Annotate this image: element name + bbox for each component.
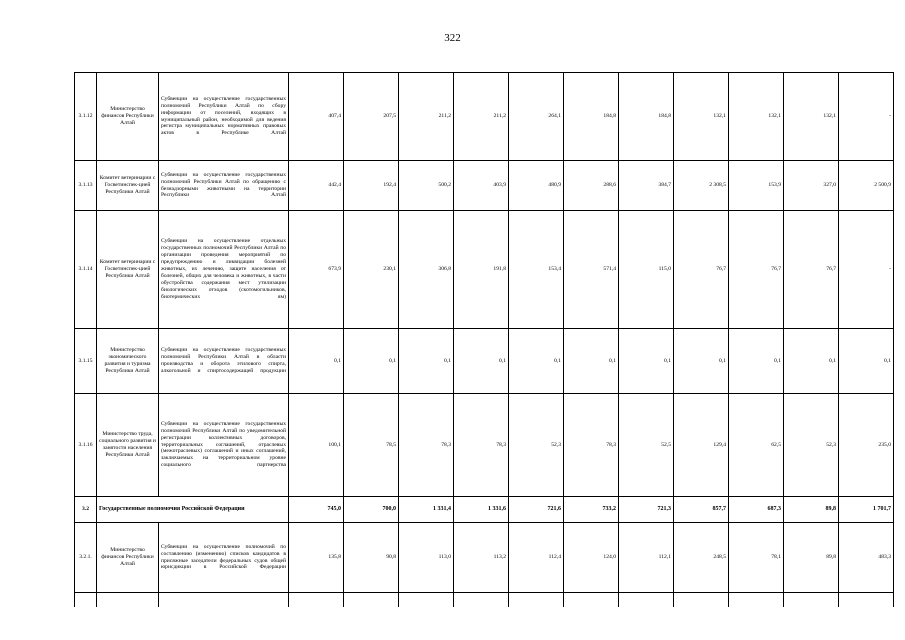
row-value: 0,1 bbox=[839, 329, 894, 394]
row-value: 89,8 bbox=[784, 523, 839, 593]
row-value: 0,1 bbox=[619, 329, 674, 394]
summary-value: 733,2 bbox=[564, 497, 619, 523]
summary-value: 700,0 bbox=[344, 497, 399, 523]
row-description: Субвенции на осуществление полномочий по составлению (изменению) списков кандидатов в присяжные заседатели федеральных судов общей юрисдикции в Российской Федерации bbox=[159, 523, 289, 593]
row-executor: Министерство финансов Республики Алтай bbox=[97, 523, 159, 593]
summary-value: 687,3 bbox=[729, 497, 784, 523]
table-row bbox=[75, 394, 894, 497]
row-value: 442,4 bbox=[289, 161, 344, 211]
row-code: 3.1.16 bbox=[75, 394, 97, 497]
summary-title: Государственные полномочия Российской Федерации bbox=[97, 497, 289, 523]
row-value: 76,7 bbox=[784, 211, 839, 329]
row-value: 673,9 bbox=[289, 211, 344, 329]
row-value: 78,5 bbox=[344, 394, 399, 497]
row-value: - bbox=[839, 73, 894, 161]
row-executor: Министерство экономического развития и туризма Республики Алтай bbox=[97, 329, 159, 394]
summary-value: 1 701,7 bbox=[839, 497, 894, 523]
row-value: 78,3 bbox=[454, 394, 509, 497]
row-value: 2 308,5 bbox=[674, 161, 729, 211]
row-value: 90,8 bbox=[344, 523, 399, 593]
row-value: 115,0 bbox=[619, 211, 674, 329]
row-value: 571,4 bbox=[564, 211, 619, 329]
row-value: 483,3 bbox=[839, 523, 894, 593]
row-code: 3.1.12 bbox=[75, 73, 97, 161]
row-executor: Комитет ветеринарии с Госветинспек-цией Республики Алтай bbox=[97, 211, 159, 329]
row-value: 112,1 bbox=[619, 523, 674, 593]
table-row bbox=[75, 73, 894, 161]
row-value: 480,9 bbox=[509, 161, 564, 211]
row-value: 211,2 bbox=[399, 73, 454, 161]
row-value: 52,3 bbox=[784, 394, 839, 497]
row-description: Субвенции на осуществление государственных полномочий Республики Алтай по сбору информации от поселений, входящих в муниципальный район, необходимой для ведения регистра муниципальных нормативных правовых актов в Республике Алтай bbox=[159, 73, 289, 161]
summary-value: 89,8 bbox=[784, 497, 839, 523]
row-value: 0,1 bbox=[784, 329, 839, 394]
row-value: 211,2 bbox=[454, 73, 509, 161]
row-value: 0,1 bbox=[454, 329, 509, 394]
row-value: 235,0 bbox=[839, 394, 894, 497]
row-value: 62,5 bbox=[729, 394, 784, 497]
row-value: 76,7 bbox=[729, 211, 784, 329]
row-value: 248,5 bbox=[674, 523, 729, 593]
row-value: 124,0 bbox=[564, 523, 619, 593]
row-value: 153,9 bbox=[729, 161, 784, 211]
row-executor: Министерство труда, социального развития и занятости населения Республики Алтай bbox=[97, 394, 159, 497]
row-value: 100,1 bbox=[289, 394, 344, 497]
budget-table bbox=[74, 72, 894, 607]
row-value: 0,1 bbox=[399, 329, 454, 394]
row-value: 407,4 bbox=[289, 73, 344, 161]
row-value: 78,3 bbox=[399, 394, 454, 497]
row-value: 78,1 bbox=[729, 523, 784, 593]
row-value: 264,1 bbox=[509, 73, 564, 161]
row-value: 0,1 bbox=[344, 329, 399, 394]
row-value: 132,1 bbox=[674, 73, 729, 161]
row-description: Субвенции на осуществление государственных полномочий Республики Алтай в области производства и оборота этилового спирта, алкогольной и спиртосодержащей продукции bbox=[159, 329, 289, 394]
table-continuation bbox=[75, 593, 894, 607]
row-value: 153,4 bbox=[509, 211, 564, 329]
row-value: 113,0 bbox=[399, 523, 454, 593]
summary-value: 721,6 bbox=[509, 497, 564, 523]
row-value: 76,7 bbox=[674, 211, 729, 329]
row-code: 3.1.13 bbox=[75, 161, 97, 211]
row-value: 0,1 bbox=[289, 329, 344, 394]
row-value: 184,8 bbox=[619, 73, 674, 161]
row-value: 2 500,9 bbox=[839, 161, 894, 211]
page-number: 322 bbox=[444, 32, 461, 44]
row-value: 112,4 bbox=[509, 523, 564, 593]
table-body bbox=[75, 73, 894, 607]
row-value: 135,8 bbox=[289, 523, 344, 593]
row-value: 306,8 bbox=[399, 211, 454, 329]
row-value: - bbox=[839, 211, 894, 329]
row-value: 0,1 bbox=[729, 329, 784, 394]
row-value: 192,4 bbox=[344, 161, 399, 211]
summary-value: 1 331,6 bbox=[454, 497, 509, 523]
row-value: 327,0 bbox=[784, 161, 839, 211]
table-row bbox=[75, 211, 894, 329]
row-value: 191,8 bbox=[454, 211, 509, 329]
summary-value: 857,7 bbox=[674, 497, 729, 523]
row-value: 207,5 bbox=[344, 73, 399, 161]
row-value: 500,2 bbox=[399, 161, 454, 211]
row-code: 3.2.1. bbox=[75, 523, 97, 593]
table-row bbox=[75, 523, 894, 593]
row-value: 113,2 bbox=[454, 523, 509, 593]
row-executor: Министерство финансов Республики Алтай bbox=[97, 73, 159, 161]
row-value: 78,3 bbox=[564, 394, 619, 497]
table-row bbox=[75, 329, 894, 394]
row-value: 0,1 bbox=[674, 329, 729, 394]
row-code: 3.1.15 bbox=[75, 329, 97, 394]
row-code: 3.1.14 bbox=[75, 211, 97, 329]
row-value: 403,9 bbox=[454, 161, 509, 211]
row-value: 129,4 bbox=[674, 394, 729, 497]
row-value: 384,7 bbox=[619, 161, 674, 211]
row-value: 184,8 bbox=[564, 73, 619, 161]
row-value: 132,1 bbox=[784, 73, 839, 161]
row-description: Субвенции на осуществление государственных полномочий Республики Алтай по уведомительной регистрации коллективных договоров, территориальных соглашений, отраслевых (межотраслевых) соглашений и иных соглашений, заключаемых на территориальном уровне социального партнерства bbox=[159, 394, 289, 497]
row-executor: Комитет ветеринарии с Госветинспек-цией Республики Алтай bbox=[97, 161, 159, 211]
summary-code: 3.2 bbox=[75, 497, 97, 523]
row-value: 288,6 bbox=[564, 161, 619, 211]
row-value: 52,5 bbox=[619, 394, 674, 497]
row-value: 230,1 bbox=[344, 211, 399, 329]
summary-value: 745,0 bbox=[289, 497, 344, 523]
row-value: 0,1 bbox=[564, 329, 619, 394]
row-value: 52,3 bbox=[509, 394, 564, 497]
summary-value: 1 331,4 bbox=[399, 497, 454, 523]
row-value: 132,1 bbox=[729, 73, 784, 161]
summary-row bbox=[75, 497, 894, 523]
row-description: Субвенции на осуществление государственных полномочий Республики Алтай по обращению с безнадзорными животными на территории Республики Алтай bbox=[159, 161, 289, 211]
table-row bbox=[75, 161, 894, 211]
row-value: 0,1 bbox=[509, 329, 564, 394]
summary-value: 721,3 bbox=[619, 497, 674, 523]
row-description: Субвенции на осуществление отдельных государственных полномочий Республики Алтай по организации проведения мероприятий по предупреждению и ликвидации болезней животных, их лечению, защите населения от болезней, общих для человека и животных, в части обустройства содержания мест утилизации биологических отходов (скотомогильников, биотермических ям) bbox=[159, 211, 289, 329]
